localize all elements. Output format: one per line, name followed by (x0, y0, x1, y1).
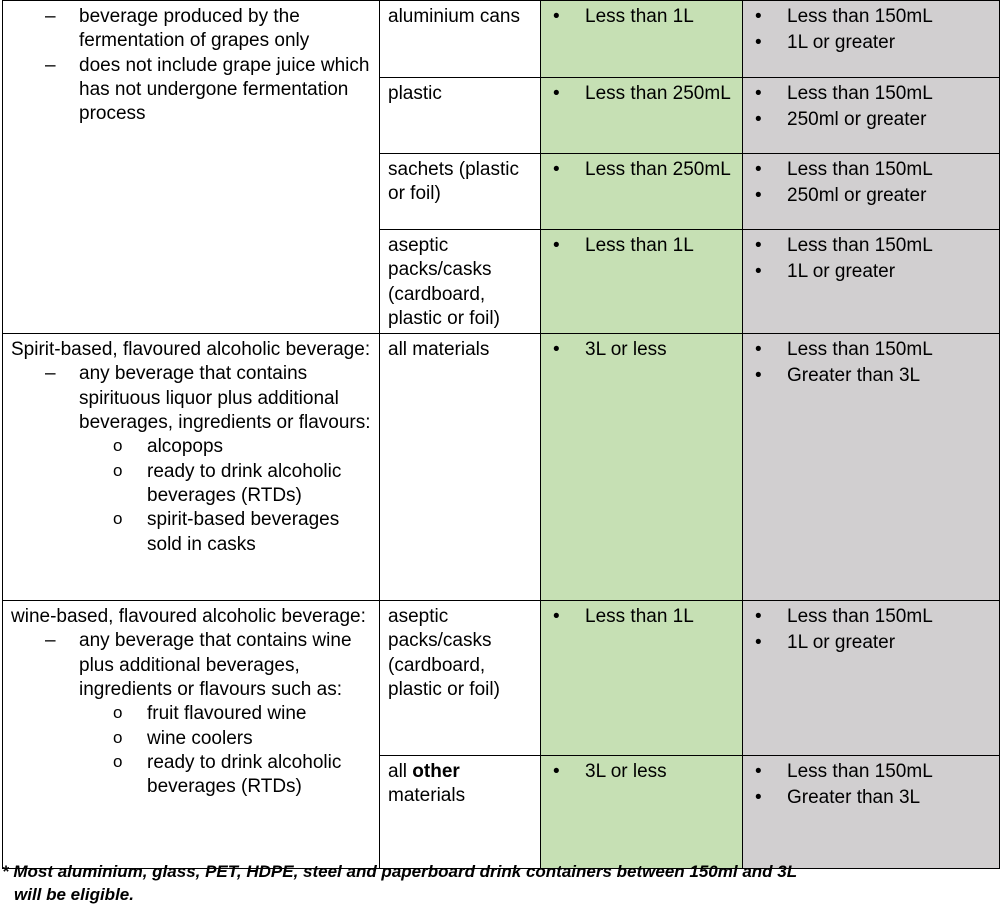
list-item: • Less than 1L (553, 6, 694, 27)
list-item: – any beverage that contains spirituous liquor plus additional beverages, ingredients or flavours: (45, 363, 371, 434)
material-cell: aseptic packs/casks (cardboard, plastic or foil) (380, 601, 541, 756)
ineligible-cell (743, 756, 1000, 869)
ineligible-cell (743, 601, 1000, 756)
spirit-description-cell (3, 334, 380, 601)
list-item: – beverage produced by the fermentation of grapes only (45, 6, 310, 52)
ineligible-cell (743, 334, 1000, 601)
material-cell: all other materials (380, 756, 541, 869)
eligibility-table-page (2, 0, 999, 869)
eligible-cell (541, 334, 743, 601)
list-item: o ready to drink alcoholic beverages (RTDs) (113, 751, 342, 798)
material-cell: aseptic packs/casks (cardboard, plastic or foil) (380, 230, 541, 334)
spirit-heading: Spirit-based, flavoured alcoholic beverage: (11, 339, 371, 361)
list-item: • 1L or greater (755, 632, 896, 654)
list-item: o alcopops (113, 436, 224, 458)
list-item: o ready to drink alcoholic beverages (RTDs) (113, 460, 342, 506)
list-item: • 1L or greater (755, 32, 896, 54)
table-row (3, 1, 1000, 78)
list-item: • Less than 150mL (755, 761, 933, 783)
material-cell: sachets (plastic or foil) (380, 154, 541, 230)
footnote (2, 860, 992, 906)
wine-description-cell (3, 1, 380, 334)
list-item: o wine coolers (113, 727, 253, 749)
list-item: • 1L or greater (755, 261, 896, 283)
eligible-cell (541, 756, 743, 869)
footnote-line-2: will be eligible. (14, 885, 134, 904)
list-item: • Less than 150mL (755, 6, 933, 27)
material-cell: aluminium cans (380, 1, 541, 78)
ineligible-cell (743, 1, 1000, 78)
winebased-heading: wine-based, flavoured alcoholic beverage: (11, 606, 366, 628)
list-item: • Less than 150mL (755, 83, 933, 104)
material-cell: plastic (380, 78, 541, 154)
list-item: • Less than 1L (553, 606, 694, 628)
list-item: • 250ml or greater (755, 109, 927, 131)
list-item: • Less than 1L (553, 235, 694, 256)
winebased-description-cell (3, 601, 380, 869)
eligible-cell (541, 78, 743, 154)
footnote-line-1: * Most aluminium, glass, PET, HDPE, steel and paperboard drink containers between 150ml and 3L (2, 862, 798, 881)
list-item: • 3L or less (553, 339, 667, 361)
material-cell: all materials (380, 334, 541, 601)
ineligible-cell (743, 154, 1000, 230)
eligible-cell (541, 230, 743, 334)
list-item: • 3L or less (553, 761, 667, 783)
list-item: • Less than 150mL (755, 606, 933, 628)
table-row (3, 334, 1000, 601)
list-item: • Less than 150mL (755, 339, 933, 361)
table-row (3, 601, 1000, 756)
eligible-cell (541, 601, 743, 756)
list-item: – does not include grape juice which has not undergone fermentation process (45, 54, 370, 125)
list-item: • Greater than 3L (755, 787, 921, 809)
eligible-cell (541, 154, 743, 230)
list-item: o spirit-based beverages sold in casks (113, 509, 340, 555)
ineligible-cell (743, 230, 1000, 334)
list-item: o fruit flavoured wine (113, 703, 307, 725)
container-eligibility-table (2, 0, 1000, 869)
list-item: – any beverage that contains wine plus additional beverages, ingredients or flavours such as: (45, 630, 352, 701)
list-item: • 250ml or greater (755, 185, 927, 207)
list-item: • Less than 250mL (553, 159, 731, 180)
eligible-cell (541, 1, 743, 78)
list-item: • Greater than 3L (755, 365, 921, 387)
list-item: • Less than 250mL (553, 83, 731, 104)
ineligible-cell (743, 78, 1000, 154)
list-item: • Less than 150mL (755, 159, 933, 180)
wine-dash-list (11, 5, 371, 126)
list-item: • Less than 150mL (755, 235, 933, 256)
